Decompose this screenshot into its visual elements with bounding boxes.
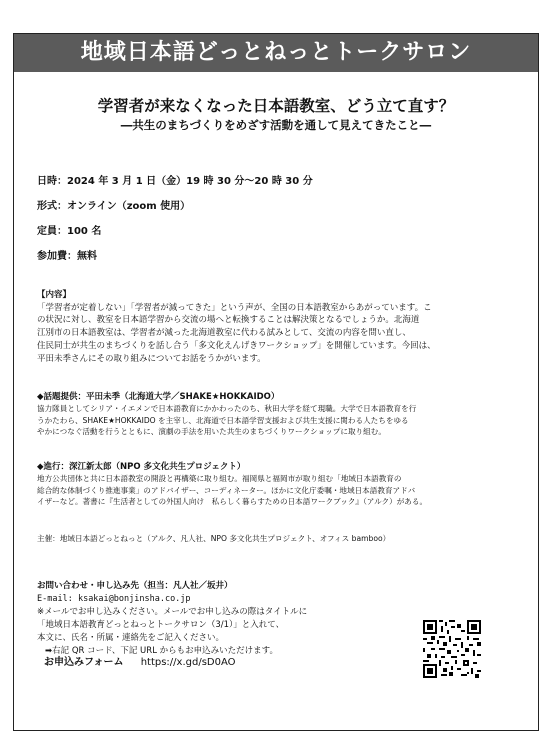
email-line: [37, 593, 437, 606]
application-form-line: [44, 653, 236, 668]
speaker-heading: ◆話題提供：平田未季（北海道大学／SHAKE★HOKKAIDO）: [37, 392, 280, 402]
event-subtitle: ―共生のまちづくりをめざす活動を通して見えてきたこと―: [120, 118, 432, 132]
content-heading: 【内容】: [37, 290, 72, 300]
event-title: 学習者が来なくなった日本語教室、どう立て直す？: [97, 97, 455, 115]
contact-note: ➡右記 QR コード、下記 URL からもお申込みいただけます。: [45, 646, 278, 656]
content-line: 江別市の日本語教室は、学習者が減った北海道教室に代わる試みとして、交流の内容を問い直し、: [37, 328, 411, 339]
qr-code-icon[interactable]: [423, 620, 481, 678]
form-url-link[interactable]: https://x.gd/sD0AO: [140, 657, 236, 668]
form-label: お申込みフォーム: [44, 657, 124, 668]
content-line: 平田未季さんにその取り組みについてお話をうかがいます。: [37, 353, 266, 364]
moderator-heading: ◆進行：深江新太郎（NPO 多文化共生プロジェクト）: [37, 462, 246, 472]
speaker-section: [37, 392, 523, 438]
speaker-line: やかにつなぐ活動を行うとともに、演劇の手法を用いた共生のまちづくりワークショップに取り組む。: [37, 427, 386, 437]
organizer-text: 主催：地域日本語どっとねっと（アルク、凡人社、NPO 多文化共生プロジェクト、オフィス bamboo）: [37, 534, 391, 543]
content-line: の状況に対し、教室を日本語学習から交流の場へと転換することは解決策となるでしょうか。北海道: [37, 315, 420, 326]
contact-heading: お問い合わせ・申し込み先（担当：凡人社／坂井）: [37, 581, 233, 591]
contact-section: [37, 580, 437, 658]
event-fee: 参加費：無料: [37, 251, 97, 262]
flyer-sheet: [13, 33, 539, 731]
contact-note: 「地域日本語教育どっとねっとトークサロン（3/1）」と入れて、: [37, 620, 285, 630]
contact-note: ※メールでお申し込みください。メールでお申し込みの際はタイトルに: [37, 607, 308, 617]
moderator-line: 総合的な体制づくり推進事業」のアドバイザー、コーディネーター。ほかに文化庁委嘱・地域日本語教育アドバ: [37, 485, 416, 495]
content-line: 「学習者が定着しない」「学習者が減ってきた」という声が、全国の日本語教室からあがっています。こ: [37, 302, 432, 313]
email-address[interactable]: ksakai@bonjinsha.co.jp: [77, 594, 191, 604]
content-section: [37, 289, 523, 365]
moderator-section: [37, 462, 523, 508]
email-label: E-mail:: [37, 594, 73, 604]
event-format: 形式：オンライン（zoom 使用）: [37, 201, 191, 212]
header-banner: 地域日本語どっとねっとトークサロン: [14, 34, 538, 72]
speaker-line: 協力隊員としてシリア・イエメンで日本語教育にかかわったのち、秋田大学を経て現職。大学で日本語教育を行: [37, 404, 417, 414]
event-capacity: 定員：100 名: [37, 226, 102, 237]
moderator-line: イザーなど。著書に『生活者としての外国人向け 私らしく暮らすための日本語ワークブック』（アルク）がある。: [37, 497, 428, 507]
speaker-line: うかたわら、SHAKE★HOKKAIDO を主宰し、北海道で日本語学習支援および共生支援に関わる人たちをゆる: [37, 415, 409, 425]
event-datetime: 日時：2024 年 3 月 1 日（金）19 時 30 分～20 時 30 分: [37, 176, 313, 187]
content-line: 住民同士が共生のまちづくりを話し合う「多文化えんげきワークショップ」を開催しています。今回は、: [37, 340, 436, 351]
moderator-line: 地方公共団体と共に日本語教室の開設と再構築に取り組む。福岡県と福岡市が取り組む「地域日本語教育の: [37, 474, 402, 484]
contact-note: 本文に、氏名・所属・連絡先をご記入ください。: [37, 633, 225, 643]
